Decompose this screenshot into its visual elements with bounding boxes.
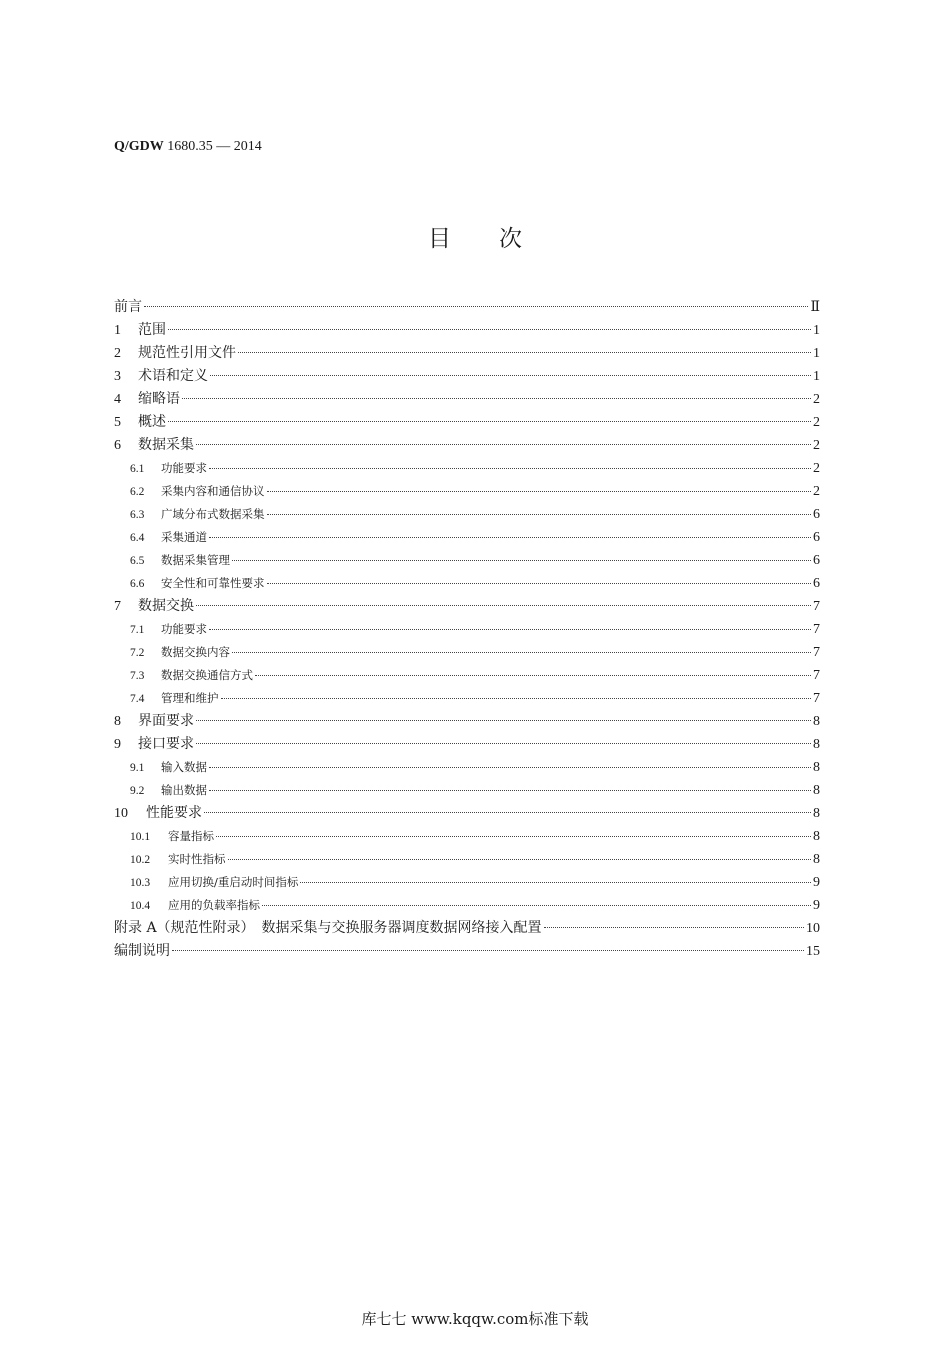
toc-leader-dots: [168, 421, 811, 422]
toc-entry-page: 2: [813, 484, 820, 499]
standard-number: 1680.35: [167, 139, 213, 154]
toc-entry-label: 采集内容和通信协议: [161, 484, 265, 498]
toc-entry-page: 1: [813, 323, 820, 338]
toc-entry-label: 前言: [114, 299, 142, 315]
toc-leader-dots: [209, 629, 811, 630]
toc-entry[interactable]: [114, 618, 820, 641]
toc-entry-page: 10: [806, 921, 820, 936]
toc-leader-dots: [255, 675, 811, 676]
toc-entry[interactable]: [114, 756, 820, 779]
toc-entry[interactable]: [114, 434, 820, 457]
toc-entry-label: 应用的负载率指标: [168, 898, 260, 912]
toc-leader-dots: [267, 491, 812, 492]
toc-entry-page: 15: [806, 944, 820, 959]
toc-entry-page: 6: [813, 576, 820, 591]
toc-entry-label: 数据交换通信方式: [161, 668, 253, 682]
toc-entry[interactable]: [114, 871, 820, 894]
toc-entry[interactable]: [114, 549, 820, 572]
toc-entry-page: 7: [813, 645, 820, 660]
toc-entry[interactable]: [114, 917, 820, 940]
toc-entry[interactable]: [114, 664, 820, 687]
toc-entry[interactable]: [114, 319, 820, 342]
toc-entry-number: 8: [114, 714, 121, 729]
standard-code: Q/GDW: [114, 139, 164, 154]
toc-entry[interactable]: [114, 687, 820, 710]
toc-entry-page: 8: [813, 783, 820, 798]
toc-leader-dots: [300, 882, 811, 883]
toc-entry-number: 6.5: [130, 555, 145, 567]
toc-entry-number: 10: [114, 806, 128, 821]
toc-entry-number: 10.4: [130, 900, 151, 912]
toc-entry[interactable]: [114, 641, 820, 664]
toc-entry-page: 2: [813, 392, 820, 407]
toc-entry[interactable]: [114, 710, 820, 733]
toc-entry-page: 8: [813, 737, 820, 752]
toc-leader-dots: [262, 905, 811, 906]
toc-entry-page: 7: [813, 599, 820, 614]
toc-leader-dots: [196, 720, 811, 721]
toc-entry-page: 8: [813, 760, 820, 775]
toc-entry-number: 4: [114, 392, 121, 407]
toc-entry-number: 3: [114, 369, 121, 384]
toc-entry-page: 1: [813, 369, 820, 384]
toc-entry-label: 数据采集: [138, 437, 194, 453]
toc-entry[interactable]: [114, 940, 820, 963]
toc-entry-label: 容量指标: [168, 829, 214, 843]
toc-entry-number: 6.1: [130, 463, 145, 475]
toc-entry-number: 6.3: [130, 509, 145, 521]
toc-entry[interactable]: [114, 365, 820, 388]
toc-entry[interactable]: [114, 296, 820, 319]
toc-entry-number: 5: [114, 415, 121, 430]
toc-entry-number: 2: [114, 346, 121, 361]
toc-leader-dots: [196, 743, 811, 744]
toc-entry-label: 输入数据: [161, 760, 207, 774]
toc-entry-page: 8: [813, 852, 820, 867]
toc-entry-label: 附录 A（规范性附录） 数据采集与交换服务器调度数据网络接入配置: [114, 920, 542, 936]
toc-leader-dots: [238, 352, 811, 353]
toc-entry-page: 2: [813, 438, 820, 453]
toc-entry-label: 界面要求: [138, 713, 194, 729]
toc-entry-page: Ⅱ: [810, 300, 820, 315]
document-header: [114, 139, 262, 155]
toc-entry[interactable]: [114, 526, 820, 549]
toc-entry-number: 10.3: [130, 877, 151, 889]
toc-entry-label: 管理和维护: [161, 691, 219, 705]
toc-entry[interactable]: [114, 825, 820, 848]
toc-entry-page: 2: [813, 461, 820, 476]
toc-entry-number: 10.2: [130, 854, 151, 866]
toc-entry[interactable]: [114, 342, 820, 365]
toc-leader-dots: [172, 950, 804, 951]
toc-leader-dots: [209, 790, 811, 791]
toc-leader-dots: [210, 375, 811, 376]
toc-entry-label: 性能要求: [146, 805, 202, 821]
page-title: 目次: [428, 226, 570, 252]
toc-entry-number: 7: [114, 599, 121, 614]
toc-leader-dots: [209, 767, 811, 768]
toc-entry-number: 7.1: [130, 624, 145, 636]
toc-entry-label: 功能要求: [161, 622, 207, 636]
standard-year: 2014: [233, 139, 262, 154]
toc-entry-page: 9: [813, 875, 820, 890]
toc-entry-page: 8: [813, 714, 820, 729]
toc-entry[interactable]: [114, 733, 820, 756]
toc-entry-label: 广域分布式数据采集: [161, 507, 265, 521]
toc-entry-page: 6: [813, 530, 820, 545]
toc-entry[interactable]: [114, 388, 820, 411]
toc-entry-number: 10.1: [130, 831, 151, 843]
toc-entry-number: 6.6: [130, 578, 145, 590]
toc-leader-dots: [196, 444, 811, 445]
toc-entry[interactable]: [114, 595, 820, 618]
toc-leader-dots: [196, 605, 811, 606]
toc-entry-page: 7: [813, 691, 820, 706]
toc-entry[interactable]: [114, 411, 820, 434]
toc-entry-label: 数据采集管理: [161, 553, 230, 567]
toc-entry-label: 术语和定义: [138, 368, 208, 384]
toc-entry[interactable]: [114, 779, 820, 802]
toc-entry-label: 输出数据: [161, 783, 207, 797]
toc-entry-number: 7.2: [130, 647, 145, 659]
toc-entry-label: 接口要求: [138, 736, 194, 752]
toc-entry-label: 应用切换/重启动时间指标: [168, 875, 299, 889]
toc-entry-label: 数据交换: [138, 598, 194, 614]
toc-entry-page: 8: [813, 829, 820, 844]
toc-entry-page: 1: [813, 346, 820, 361]
toc-entry-page: 7: [813, 668, 820, 683]
toc-entry-label: 缩略语: [138, 391, 180, 407]
toc-entry[interactable]: [114, 572, 820, 595]
toc-entry-label: 功能要求: [161, 461, 207, 475]
toc-entry[interactable]: [114, 848, 820, 871]
toc-entry-page: 6: [813, 553, 820, 568]
toc-entry-number: 1: [114, 323, 121, 338]
toc-entry-number: 6: [114, 438, 121, 453]
toc-leader-dots: [168, 329, 811, 330]
toc-entry[interactable]: [114, 457, 820, 480]
toc-leader-dots: [267, 583, 812, 584]
footer-watermark: 库七七 www.kqqw.com标准下载: [361, 1310, 589, 1328]
toc-entry-number: 7.4: [130, 693, 145, 705]
toc-entry-number: 6.2: [130, 486, 145, 498]
toc-leader-dots: [182, 398, 811, 399]
toc-leader-dots: [216, 836, 811, 837]
toc-entry[interactable]: [114, 802, 820, 825]
toc-entry-label: 实时性指标: [168, 852, 226, 866]
toc-entry-label: 安全性和可靠性要求: [161, 576, 265, 590]
toc-entry-number: 9.2: [130, 785, 145, 797]
toc-entry[interactable]: [114, 480, 820, 503]
toc-entry[interactable]: [114, 894, 820, 917]
toc-entry-label: 编制说明: [114, 943, 170, 959]
toc-entry-label: 采集通道: [161, 530, 207, 544]
toc-leader-dots: [221, 698, 812, 699]
toc-leader-dots: [204, 812, 811, 813]
table-of-contents: [114, 296, 820, 963]
toc-entry[interactable]: [114, 503, 820, 526]
toc-entry-page: 8: [813, 806, 820, 821]
toc-leader-dots: [232, 560, 811, 561]
toc-entry-number: 7.3: [130, 670, 145, 682]
toc-leader-dots: [144, 306, 808, 307]
toc-entry-page: 7: [813, 622, 820, 637]
header-separator: —: [216, 139, 231, 154]
toc-entry-number: 6.4: [130, 532, 145, 544]
toc-leader-dots: [267, 514, 812, 515]
toc-leader-dots: [232, 652, 811, 653]
toc-entry-page: 9: [813, 898, 820, 913]
toc-leader-dots: [209, 537, 811, 538]
toc-leader-dots: [544, 927, 804, 928]
toc-leader-dots: [228, 859, 812, 860]
toc-leader-dots: [209, 468, 811, 469]
toc-entry-label: 规范性引用文件: [138, 345, 236, 361]
toc-entry-page: 2: [813, 415, 820, 430]
toc-entry-label: 概述: [138, 414, 166, 430]
toc-entry-label: 范围: [138, 322, 166, 338]
toc-entry-page: 6: [813, 507, 820, 522]
toc-entry-label: 数据交换内容: [161, 645, 230, 659]
toc-entry-number: 9: [114, 737, 121, 752]
toc-entry-number: 9.1: [130, 762, 145, 774]
